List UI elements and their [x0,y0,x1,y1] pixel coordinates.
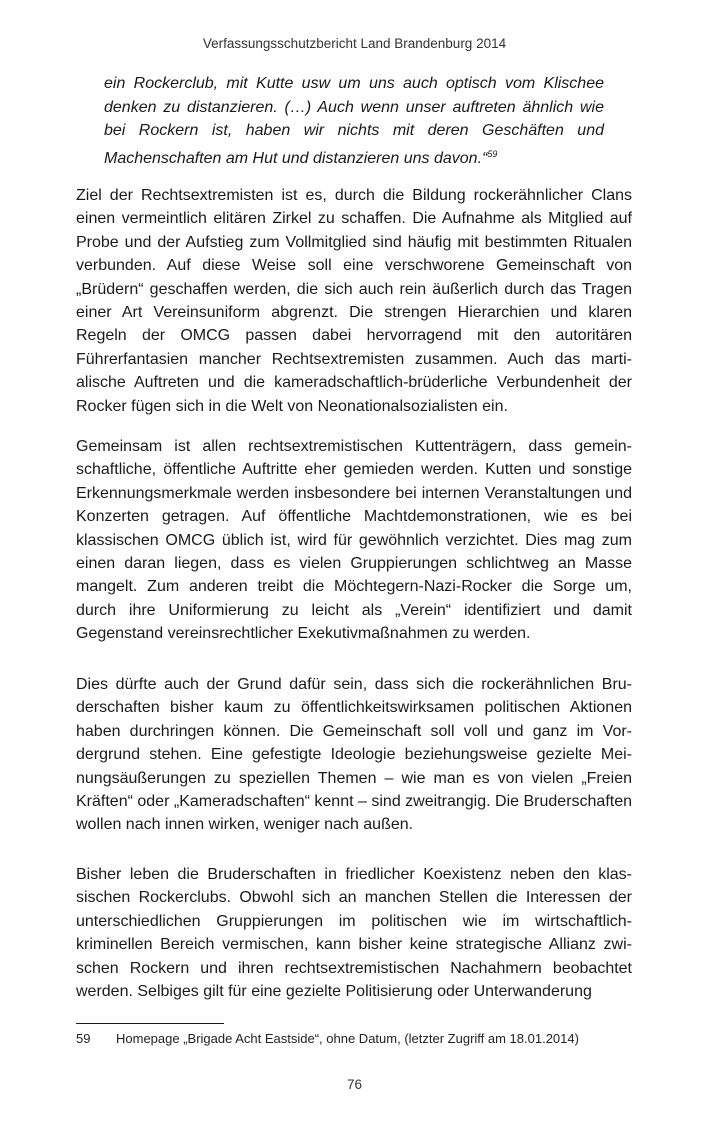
paragraph-2: Gemeinsam ist allen rechtsextremistischen Kuttenträgern, dass gemeinschaftliche, öffentliche Auftritte eher gemieden werden. Kutten und sonstige Erkennungsmerkmale werden insbesondere bei internen Veranstaltungen und Konzerten getragen. Auf öffentliche Machtdemonstrationen, wie es bei klassischen OMCG üblich ist, wird für gewöhnlich verzichtet. Dies mag zum einen daran liegen, dass es vielen Gruppierungen schlichtweg an Masse mangelt. Zum anderen treibt die Möchtegern-Nazi-Rocker die Sorge um, durch ihre Uniformierung zu leicht als „Verein“ identifiziert und damit Gegenstand vereinsrechtlicher Exekutivmaßnahmen zu werden. [76,438,632,643]
footnote-reference[interactable]: 59 [487,148,498,159]
footnote [76,1031,636,1046]
block-quote [104,72,604,170]
paragraph-1: Ziel der Rechtsextremisten ist es, durch die Bildung rockerähnlicher Clans einen vermeintlich elitären Zirkel zu schaffen. Die Aufnahme als Mitglied auf Probe und der Aufstieg zum Vollmitglied sind häufig mit bestimmten Ritualen verbunden. Auf diese Weise soll eine verschworene Gemeinschaft von „Brüdern“ geschaffen werden, die sich auch rein äußerlich durch das Tragen einer Art Vereinsuniform abgrenzt. Die strengen Hierarchien und klaren Regeln der OMCG passen dabei hervorragend mit den autoritären Führerfantasien mancher Rechtsextremisten zusammen. Auch das martialische Auftreten und die kameradschaftlich-brüderliche Verbundenheit der Rocker fügen sich in die Welt von Neonationalsozialisten ein. [76,187,632,415]
footnote-text: Homepage „Brigade Acht Eastside“, ohne Datum, (letzter Zugriff am 18.01.2014) [116,1031,579,1046]
quote-text: ein Rockerclub, mit Kutte usw um uns auch optisch vom Klischee denken zu distanzieren. (…) Auch wenn unser auftreten ähnlich wie bei Rockern ist, haben wir nichts mit deren Geschäften und Machenschaften am Hut und distanzieren uns davon.“ [104,75,604,167]
page-number: 76 [346,1077,363,1092]
running-header: Verfassungsschutzbericht Land Brandenburg 2014 [202,36,507,51]
paragraph-4: Bisher leben die Bruderschaften in friedlicher Koexistenz neben den klassischen Rockerclubs. Obwohl sich an manchen Stellen die Interessen der unterschiedlichen Gruppierungen im politischen wie im wirtschaftlich-kriminellen Bereich vermischen, kann bisher keine strategische Allianz zwischen Rockern und ihren rechtsextremistischen Nachahmern beobachtet werden. Selbiges gilt für eine gezielte Politisierung oder Unterwanderung [76,866,632,1001]
footnote-divider [76,1023,224,1024]
paragraph-3: Dies dürfte auch der Grund dafür sein, dass sich die rockerähnlichen Bruderschaften bisher kaum zu öffentlichkeitswirksamen politischen Aktionen haben durchringen können. Die Gemeinschaft soll voll und ganz im Vordergrund stehen. Eine gefestigte Ideologie beziehungsweise gezielte Meinungsäußerungen zu speziellen Themen – wie man es von vielen „Freien Kräften“ oder „Kameradschaften“ kennt – sind zweitrangig. Die Bruderschaften wollen nach innen wirken, weniger nach außen. [76,676,632,834]
footnote-number: 59 [76,1031,91,1046]
